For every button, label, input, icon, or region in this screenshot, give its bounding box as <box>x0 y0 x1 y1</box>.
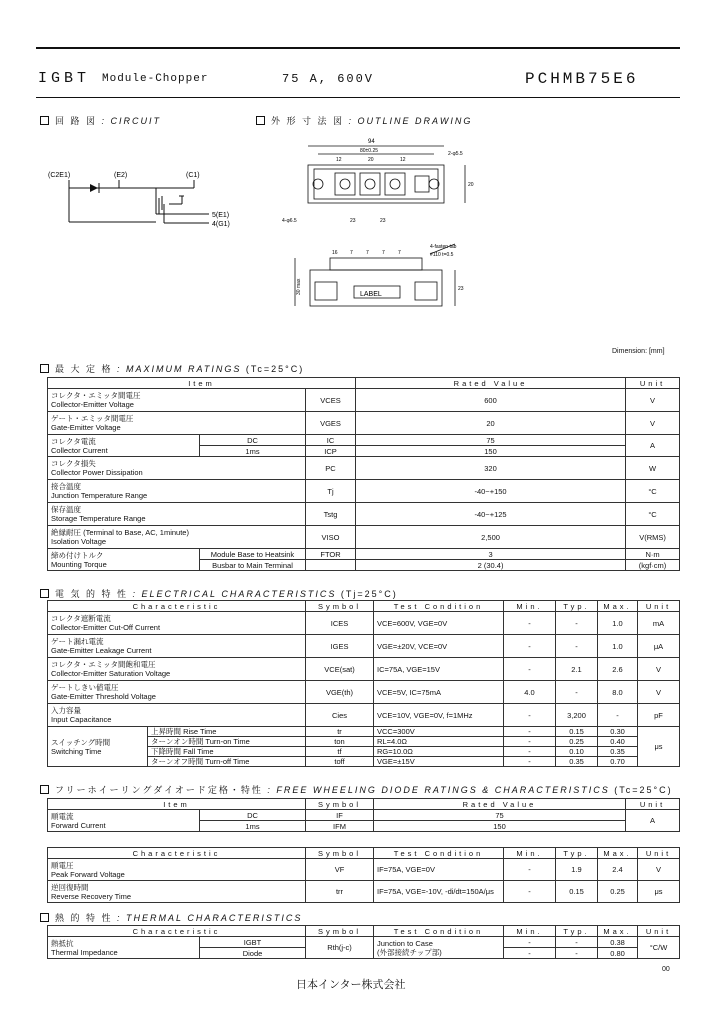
rating-symbol: IC <box>306 435 356 446</box>
char-unit: pF <box>638 704 680 727</box>
char-typ: 3,200 <box>556 704 598 727</box>
fwd-symbol: IF <box>306 810 374 821</box>
char-item-jp: ゲート漏れ電流 <box>51 637 104 646</box>
rating-value: 600 <box>356 389 626 412</box>
fwd-value: 75 <box>374 810 626 821</box>
max-ratings-title: 最 大 定 格 : MAXIMUM RATINGS (Tc=25°C) <box>40 362 304 375</box>
dim-7b: 7 <box>366 250 369 256</box>
switching-label <box>48 727 148 767</box>
rating-item-en: Mounting Torque <box>51 559 107 569</box>
dim-terminal-holes: 4-φ6.5 <box>282 218 297 224</box>
rating-item-jp: コレクタ電流 <box>51 436 96 446</box>
rating-item-jp: コレクタ・エミッタ間電圧 <box>51 391 141 400</box>
dim-94: 94 <box>368 139 375 145</box>
header-rule <box>36 97 680 98</box>
rating-item-jp: 締め付けトルク <box>51 550 104 560</box>
char-item-jp: コレクタ遮断電流 <box>51 614 111 623</box>
switch-condition: RL=4.0Ω <box>374 737 504 747</box>
char-symbol: IGES <box>306 635 374 658</box>
fwd-char-min: - <box>504 859 556 881</box>
table-row <box>48 612 680 635</box>
char-min: - <box>504 704 556 727</box>
table-row <box>48 635 680 658</box>
table-row <box>48 549 680 560</box>
table-row <box>48 480 680 503</box>
rating-unit: A <box>626 435 680 457</box>
fwd-char-unit: μs <box>638 881 680 903</box>
page-code: 00 <box>662 966 670 973</box>
dim-16: 16 <box>332 250 338 256</box>
rating-unit: °C <box>626 480 680 503</box>
table-row <box>48 412 680 435</box>
table-row <box>48 859 680 881</box>
table-row <box>48 810 680 821</box>
thermal-cond-jp: Junction to Case <box>377 938 433 948</box>
table-row <box>48 681 680 704</box>
rating-item <box>48 412 306 435</box>
fwd-item <box>48 810 200 832</box>
rating-value: 3 <box>356 549 626 560</box>
char-max: 1.0 <box>598 612 638 635</box>
char-min: - <box>504 612 556 635</box>
rating-unit: V(RMS) <box>626 526 680 549</box>
switch-typ: 0.35 <box>556 757 598 767</box>
rating-symbol: ICP <box>306 446 356 457</box>
thermal-min-0: - <box>504 937 556 948</box>
fwd-char-condition: IF=75A, VGE=0V <box>374 859 504 881</box>
char-item-en: Gate-Emitter Leakage Current <box>51 646 152 655</box>
switch-symbol: tf <box>306 747 374 757</box>
rating-item-en: Storage Temperature Range <box>51 514 146 523</box>
char-item-en: Collector-Emitter Saturation Voltage <box>51 669 171 678</box>
dim-20: 20 <box>368 157 374 163</box>
char-condition: VCE=600V, VGE=0V <box>374 612 504 635</box>
company-name: 日本インター株式会社 <box>296 978 406 991</box>
switch-max: 0.40 <box>598 737 638 747</box>
switch-typ: 0.15 <box>556 727 598 737</box>
terminal-e2: (E2) <box>114 172 128 179</box>
rating-symbol: PC <box>306 457 356 480</box>
dim-20b: 20 <box>468 182 474 188</box>
switch-unit: μs <box>638 727 680 767</box>
rating-sub: DC <box>200 435 306 446</box>
rating-item <box>48 457 306 480</box>
rating-value: 2,500 <box>356 526 626 549</box>
switch-condition: VCC=300V <box>374 727 504 737</box>
rating-item-jp: コレクタ損失 <box>51 459 96 468</box>
fwd-char-item-en: Peak Forward Voltage <box>51 869 125 879</box>
thermal-max-0: 0.38 <box>598 937 638 948</box>
fwd-char-item-jp: 逆回復時間 <box>51 882 89 892</box>
switch-max: 0.30 <box>598 727 638 737</box>
switch-min: - <box>504 737 556 747</box>
switch-typ: 0.25 <box>556 737 598 747</box>
rating-value: 320 <box>356 457 626 480</box>
rating-unit: W <box>626 457 680 480</box>
switch-typ: 0.10 <box>556 747 598 757</box>
switch-max: 0.70 <box>598 757 638 767</box>
rating-item <box>48 503 306 526</box>
rating-item-jp: ゲート・エミッタ間電圧 <box>51 414 134 423</box>
terminal-c2e1: (C2E1) <box>48 172 71 179</box>
rating-item-en: Isolation Voltage <box>51 537 107 546</box>
switching-label-en: Switching Time <box>51 746 102 756</box>
fwd-char-unit: V <box>638 859 680 881</box>
char-item <box>48 635 306 658</box>
fwd-value: 150 <box>374 821 626 832</box>
table-row <box>48 457 680 480</box>
char-item-en: Collector-Emitter Cut-Off Current <box>51 623 161 632</box>
dim-23b: 23 <box>380 218 386 224</box>
dim-mounting-holes: 2-φ5.5 <box>448 151 463 157</box>
fwd-char-max: 2.4 <box>598 859 638 881</box>
outline-drawing <box>280 130 500 320</box>
fwd-char-symbol: trr <box>306 881 374 903</box>
rating-sub: Busbar to Main Terminal <box>200 560 306 571</box>
rating-value: 20 <box>356 412 626 435</box>
char-min: 4.0 <box>504 681 556 704</box>
outline-label: LABEL <box>360 291 382 298</box>
thermal-title: 熱 的 特 性 : THERMAL CHARACTERISTICS <box>40 911 302 924</box>
fwd-char-max: 0.25 <box>598 881 638 903</box>
dim-tab-size: #110 t=0.5 <box>430 252 454 258</box>
terminal-c1: (C1) <box>186 172 200 179</box>
rating-unit: V <box>626 412 680 435</box>
electrical-table: Characteristic Symbol Test Condition Min. Typ. Max. Unit コレクタ遮断電流 Collector-Emitter Cut-Off Current ICES VCE=600V, VGE=0V - - 1.0 mA ゲート漏れ電流 Gate-Emitter Leakage Current IGES VGE=±20V, VCE=0V - - 1.0 μA コレクタ・エミッタ間飽和電圧 Collector-Emitter Saturation Voltage VCE(sat) IC=75A, VGE=15V - 2.1 2.6 V ゲートしきい値電圧 Gate-Emitter Threshold Voltage VGE(th) VCE=5V, IC=75mA 4.0 - 8.0 V 入力容量 Input Capacitance Cies VCE=10V, VGE=0V, f=1MHz - 3,200 - pF スイッチング時間 Switching Time 上昇時間 Rise Time tr VCC=300V - 0.15 0.30 μs ターンオン時間 Turn-on Time ton RL=4.0Ω - 0.25 0.40 下降時間 Fall Time tf RG=10.0Ω - 0.10 0.35 ターンオフ時間 Turn-off Time toff VGE=±15V - 0.35 0.70 <box>47 600 680 767</box>
char-item <box>48 681 306 704</box>
thermal-sub-diode: Diode <box>200 948 306 959</box>
fwd-item-jp: 順電流 <box>51 811 74 821</box>
switch-min: - <box>504 757 556 767</box>
char-item-en: Input Capacitance <box>51 715 112 724</box>
thermal-symbol: Rth(j-c) <box>306 937 374 959</box>
char-typ: - <box>556 681 598 704</box>
switch-max: 0.35 <box>598 747 638 757</box>
switch-name: 下降時間 Fall Time <box>148 747 306 757</box>
switch-min: - <box>504 727 556 737</box>
rating-symbol: Tstg <box>306 503 356 526</box>
fwd-unit: A <box>626 810 680 832</box>
char-typ: - <box>556 612 598 635</box>
char-item-jp: 入力容量 <box>51 706 81 715</box>
rating-symbol: Tj <box>306 480 356 503</box>
rating-sub: 1ms <box>200 446 306 457</box>
dimension-note: Dimension: [mm] <box>612 348 665 355</box>
char-condition: VCE=10V, VGE=0V, f=1MHz <box>374 704 504 727</box>
dim-12b: 12 <box>400 157 406 163</box>
table-row <box>48 704 680 727</box>
part-number: PCHMB75E6 <box>525 70 639 88</box>
char-typ: 2.1 <box>556 658 598 681</box>
rating-item-en: Gate-Emitter Voltage <box>51 423 121 432</box>
thermal-en: Thermal Impedance <box>51 947 118 957</box>
dim-80: 80±0.25 <box>360 148 379 154</box>
fwd-sub: 1ms <box>200 821 306 832</box>
switch-symbol: toff <box>306 757 374 767</box>
fwd-item-en: Forward Current <box>51 820 106 830</box>
fwd-char-item <box>48 881 306 903</box>
circuit-section-title: 回 路 図 : CIRCUIT <box>40 114 161 127</box>
char-unit: μA <box>638 635 680 658</box>
switch-name: ターンオフ時間 Turn-off Time <box>148 757 306 767</box>
fwd-char-min: - <box>504 881 556 903</box>
thermal-typ-0: - <box>556 937 598 948</box>
char-max: - <box>598 704 638 727</box>
electrical-title: 電 気 的 特 性 : ELECTRICAL CHARACTERISTICS (Tj=25°C) <box>40 587 398 600</box>
fwd-char-table: Characteristic Symbol Test Condition Min. Typ. Max. Unit 順電圧 Peak Forward Voltage VF IF=75A, VGE=0V - 1.9 2.4 V 逆回復時間 Reverse Recovery Time trr IF=75A, VGE=-10V, -di/dt=150A/μs - 0.15 0.25 μs <box>47 847 680 903</box>
max-ratings-table: Item Rated Value Unit コレクタ・エミッタ間電圧 Collector-Emitter Voltage VCES 600 V ゲート・エミッタ間電圧 Gate-Emitter Voltage VGES 20 V コレクタ電流 Collector Current DC IC 75 A 1ms ICP 150 コレクタ損失 Collector Power Dissipation PC 320 W 接合温度 Junction Temperature Range Tj -40~+150 °C 保存温度 Storage Temperature Range Tstg -40~+125 °C 絶縁耐圧 (Terminal to Base, AC, 1minute) Isolation Voltage VISO 2,500 V(RMS) 締め付けトルク Mounting Torque Module Base to Heatsink FTOR 3 N·m Busbar to Main Terminal 2 (30.4) (kgf·cm) <box>47 377 680 571</box>
rating-item-jp: 絶縁耐圧 (Terminal to Base, AC, 1minute) <box>51 528 189 537</box>
fwd-char-condition: IF=75A, VGE=-10V, -di/dt=150A/μs <box>374 881 504 903</box>
rating-item-en: Collector Power Dissipation <box>51 468 143 477</box>
dim-fasten-tab: 4-fasten tab <box>430 244 457 250</box>
rating-value: 2 (30.4) <box>356 560 626 571</box>
char-item <box>48 658 306 681</box>
char-item-jp: ゲートしきい値電圧 <box>51 683 119 692</box>
thermal-unit: °C/W <box>638 937 680 959</box>
thermal-min-1: - <box>504 948 556 959</box>
char-item-en: Gate-Emitter Threshold Voltage <box>51 692 156 701</box>
rating-symbol: FTOR <box>306 549 356 560</box>
dim-12a: 12 <box>336 157 342 163</box>
thermal-max-1: 0.80 <box>598 948 638 959</box>
fwd-char-item <box>48 859 306 881</box>
switch-symbol: ton <box>306 737 374 747</box>
rating-item <box>48 480 306 503</box>
char-typ: - <box>556 635 598 658</box>
rating-symbol: VISO <box>306 526 356 549</box>
thermal-cond-en: (外部接続チップ部) <box>377 947 442 957</box>
fwd-char-typ: 0.15 <box>556 881 598 903</box>
terminal-g1: 4(G1) <box>212 221 230 228</box>
table-row <box>48 526 680 549</box>
dim-height: 30 max <box>296 278 302 295</box>
fwd-char-item-en: Reverse Recovery Time <box>51 891 132 901</box>
dim-23c: 23 <box>458 286 464 292</box>
dim-7d: 7 <box>398 250 401 256</box>
switching-label-jp: スイッチング時間 <box>51 737 111 747</box>
switch-name: 上昇時間 Rise Time <box>148 727 306 737</box>
char-max: 1.0 <box>598 635 638 658</box>
terminal-e1: 5(E1) <box>212 212 230 219</box>
fwd-ratings-table: Item Symbol Rated Value Unit 順電流 Forward Current DC IF 75 A 1ms IFM 150 <box>47 798 680 832</box>
char-condition: VCE=5V, IC=75mA <box>374 681 504 704</box>
char-unit: mA <box>638 612 680 635</box>
thermal-sub-igbt: IGBT <box>200 937 306 948</box>
char-item <box>48 704 306 727</box>
table-row <box>48 435 680 446</box>
rating-symbol: VCES <box>306 389 356 412</box>
top-rule <box>36 47 680 49</box>
thermal-typ-1: - <box>556 948 598 959</box>
char-symbol: ICES <box>306 612 374 635</box>
thermal-jp: 熱抵抗 <box>51 938 74 948</box>
char-item <box>48 612 306 635</box>
rating-value: -40~+150 <box>356 480 626 503</box>
char-unit: V <box>638 658 680 681</box>
fwd-char-typ: 1.9 <box>556 859 598 881</box>
char-max: 2.6 <box>598 658 638 681</box>
rating-item-en: Collector Current <box>51 445 108 455</box>
rating-symbol: VGES <box>306 412 356 435</box>
part-rating: 75 A, 600V <box>282 72 375 86</box>
table-row <box>48 503 680 526</box>
table-row <box>48 727 680 737</box>
char-condition: VGE=±20V, VCE=0V <box>374 635 504 658</box>
rating-unit: °C <box>626 503 680 526</box>
switch-name: ターンオン時間 Turn-on Time <box>148 737 306 747</box>
fwd-char-item-jp: 順電圧 <box>51 860 74 870</box>
char-min: - <box>504 658 556 681</box>
rating-unit: (kgf·cm) <box>626 560 680 571</box>
rating-value: 75 <box>356 435 626 446</box>
rating-sub: Module Base to Heatsink <box>200 549 306 560</box>
rating-value: 150 <box>356 446 626 457</box>
rating-item-jp: 保存温度 <box>51 505 81 514</box>
char-condition: IC=75A, VGE=15V <box>374 658 504 681</box>
outline-section-title: 外 形 寸 法 図 : OUTLINE DRAWING <box>256 114 472 127</box>
rating-symbol <box>306 560 356 571</box>
rating-item <box>48 549 200 571</box>
fwd-symbol: IFM <box>306 821 374 832</box>
char-symbol: VGE(th) <box>306 681 374 704</box>
table-row <box>48 389 680 412</box>
rating-item-en: Collector-Emitter Voltage <box>51 400 134 409</box>
table-row <box>48 658 680 681</box>
rating-item <box>48 526 306 549</box>
switch-condition: VGE=±15V <box>374 757 504 767</box>
char-max: 8.0 <box>598 681 638 704</box>
part-type: IGBT <box>38 70 91 87</box>
rating-item-en: Junction Temperature Range <box>51 491 148 500</box>
rating-value: -40~+125 <box>356 503 626 526</box>
char-unit: V <box>638 681 680 704</box>
char-min: - <box>504 635 556 658</box>
fwd-sub: DC <box>200 810 306 821</box>
switch-symbol: tr <box>306 727 374 737</box>
char-symbol: Cies <box>306 704 374 727</box>
rating-item-jp: 接合温度 <box>51 482 81 491</box>
dim-7c: 7 <box>382 250 385 256</box>
char-symbol: VCE(sat) <box>306 658 374 681</box>
dim-7a: 7 <box>350 250 353 256</box>
switch-condition: RG=10.0Ω <box>374 747 504 757</box>
rating-unit: N·m <box>626 549 680 560</box>
rating-unit: V <box>626 389 680 412</box>
fwd-char-symbol: VF <box>306 859 374 881</box>
table-row <box>48 881 680 903</box>
char-item-jp: コレクタ・エミッタ間飽和電圧 <box>51 660 156 669</box>
dim-23a: 23 <box>350 218 356 224</box>
rating-item <box>48 435 200 457</box>
circuit-diagram <box>44 168 234 238</box>
fwd-title: フリーホイーリングダイオード定格・特性 : FREE WHEELING DIODE RATINGS & CHARACTERISTICS (Tc=25°C) <box>40 783 673 796</box>
part-description: Module-Chopper <box>102 73 209 85</box>
thermal-table: Characteristic Symbol Test Condition Min. Typ. Max. Unit 熱抵抗 Thermal Impedance IGBT Rth(j-c) Junction to Case (外部接続チップ部) - - 0.38 °C/W Diode - - 0.80 <box>47 925 680 959</box>
switch-min: - <box>504 747 556 757</box>
rating-item <box>48 389 306 412</box>
